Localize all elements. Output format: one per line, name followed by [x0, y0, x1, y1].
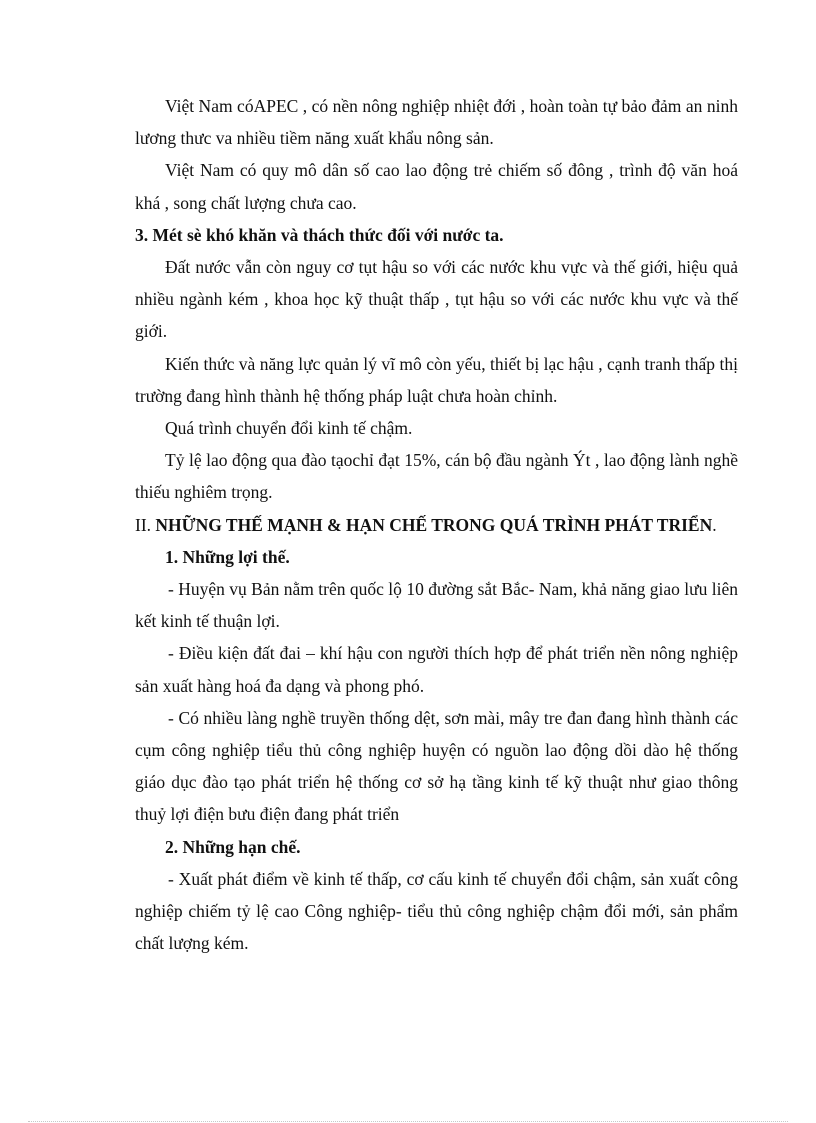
heading-period: .	[712, 514, 717, 535]
document-page	[135, 90, 738, 959]
paragraph-apec: Việt Nam cóAPEC , có nền nông nghiệp nhiệt đới , hoàn toàn tự bảo đảm an ninh lương thưc va nhiều tiềm năng xuất khẩu nông sản.	[135, 96, 738, 149]
section-heading-difficulties: 3. Mét sè khó khăn và thách thức đối với nước ta.	[135, 224, 504, 245]
paragraph-crafts: - Có nhiều làng nghề truyền thống dệt, sơn mài, mây tre đan đang hình thành các cụm công nghiệp tiểu thủ công nghiệp huyện có nguồn lao động dồi dào hệ thống giáo dục đào tạo phát triển hệ thống cơ sở hạ tầng kinh tế kỹ thuật như giao thông thuỷ lợi điện bưu điện đang phát triển	[135, 707, 738, 825]
paragraph-starting-point: - Xuất phát điểm về kinh tế thấp, cơ cấu kinh tế chuyển đổi chậm, sản xuất công nghiệp chiếm tỷ lệ cao Công nghiệp- tiểu thủ công nghiệp chậm đổi mới, sản phẩm chất lượng kém.	[135, 868, 738, 954]
section-heading-strengths	[135, 509, 738, 541]
paragraph-conditions: - Điều kiện đất đai – khí hậu con người thích hợp để phát triển nền nông nghiệp sản xuất hàng hoá đa dạng và phong phó.	[135, 643, 738, 696]
paragraph-management: Kiến thức và năng lực quản lý vĩ mô còn yếu, thiết bị lạc hậu , cạnh tranh thấp thị trường đang hình thành hệ thống pháp luật chưa hoàn chỉnh.	[135, 353, 738, 406]
paragraph-labor-training: Tỷ lệ lao động qua đào tạochỉ đạt 15%, cán bộ đầu ngành Ýt , lao động lành nghề thiếu nghiêm trọng.	[135, 450, 738, 503]
heading-title: NHỮNG THẾ MẠNH & HẠN CHẾ TRONG QUÁ TRÌNH PHÁT TRIỂN	[155, 514, 713, 535]
paragraph-population: Việt Nam có quy mô dân số cao lao động trẻ chiếm số đông , trình độ văn hoá khá , song chất lượng chưa cao.	[135, 160, 738, 213]
subheading-limitations: 2. Những hạn chế.	[165, 836, 301, 857]
paragraph-transition: Quá trình chuyển đổi kinh tế chậm.	[165, 418, 413, 439]
page-bottom-divider	[28, 1121, 788, 1122]
subheading-advantages: 1. Những lợi thế.	[165, 546, 290, 567]
heading-numeral: II.	[135, 514, 152, 535]
paragraph-lag-risk: Đất nước vẫn còn nguy cơ tụt hậu so với các nước khu vực và thế giới, hiệu quả nhiều ngành kém , khoa học kỹ thuật thấp , tụt hậu so với các nước khu vực và thế giới.	[135, 257, 738, 342]
paragraph-location: - Huyện vụ Bản nằm trên quốc lộ 10 đường sắt Bắc- Nam, khả năng giao lưu liên kết kinh tế thuận lợi.	[135, 579, 738, 632]
